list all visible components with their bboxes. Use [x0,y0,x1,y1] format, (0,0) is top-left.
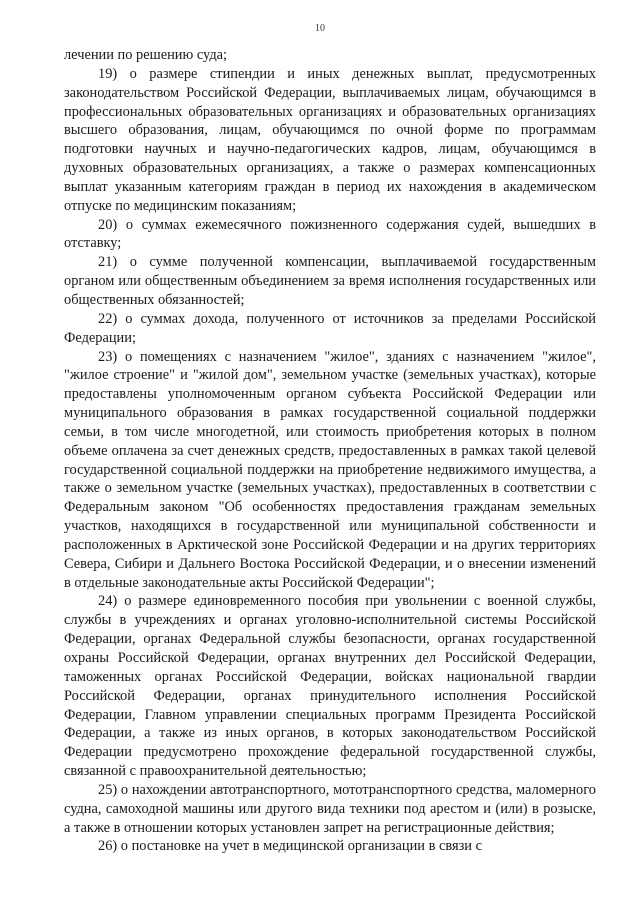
paragraph-item-21: 21) о сумме полученной компенсации, выплачиваемой государственным органом или общественным объединением за время исполнения государственных или общественных обязанностей; [64,254,596,308]
paragraph-item-24: 24) о размере единовременного пособия при увольнении с военной службы, службы в учреждениях и органах уголовно-исполнительной системы Российской Федерации, органах Федеральной службы безопасности, органах государственной охраны Российской Федерации, органах внутренних дел Российской Федерации, таможенных органах Российской Федерации, войсках национальной гвардии Российской Федерации, органах принудительного исполнения Российской Федерации, Главном управлении специальных программ Президента Российской Федерации, а также из иных органов, в которых законодательством Российской Федерации предусмотрено прохождение федеральной государственной службы, связанной с правоохранительной деятельностью; [64,593,596,780]
paragraph-item-23: 23) о помещениях с назначением "жилое", зданиях с назначением "жилое", "жилое строение" и "жилой дом", земельном участке (земельных участках), которые предоставлены уполномоченным органом субъекта Российской Федерации или муниципального образования в рамках государственной социальной поддержки семьи, в том числе многодетной, или стоимость приобретения которых в полном объеме оплачена за счет денежных средств, предоставленных в рамках такой целевой государственной социальной поддержки на приобретение недвижимого имущества, а также о земельном участке (земельных участках), предоставленных в соответствии с Федеральным законом "Об особенностях предоставления гражданам земельных участков, находящихся в государственной или муниципальной собственности и расположенных в Арктической зоне Российской Федерации и на других территориях Севера, Сибири и Дальнего Востока Российской Федерации, и о внесении изменений в отдельные законодательные акты Российской Федерации"; [64,348,596,591]
paragraph-item-22: 22) о суммах дохода, полученного от источников за пределами Российской Федерации; [64,310,596,346]
page-number: 10 [315,23,325,34]
paragraph-item-19: 19) о размере стипендии и иных денежных выплат, предусмотренных законодательством Российской Федерации, выплачиваемых лицам, обучающимся в профессиональных образовательных организациях и образовательных организациях высшего образования, лицам, обучающимся по очной форме по программам подготовки научных и научно-педагогических кадров, лицам, обучающимся в духовных образовательных организациях, а также о размерах компенсационных выплат указанным категориям граждан в период их нахождения в академическом отпуске по медицинским показаниям; [64,65,596,214]
paragraph-item-26: 26) о постановке на учет в медицинской организации в связи с [98,838,482,855]
paragraph-item-20: 20) о суммах ежемесячного пожизненного содержания судей, вышедших в отставку; [64,216,596,252]
paragraph-continuation: лечении по решению суда; [64,47,228,63]
paragraph-item-25: 25) о нахождении автотранспортного, мототранспортного средства, маломерного судна, самоходной машины или другого вида техники под арестом и (или) в розыске, а также в отношении которых установлен запрет на регистрационные действия; [64,781,596,836]
document-body [64,46,596,856]
